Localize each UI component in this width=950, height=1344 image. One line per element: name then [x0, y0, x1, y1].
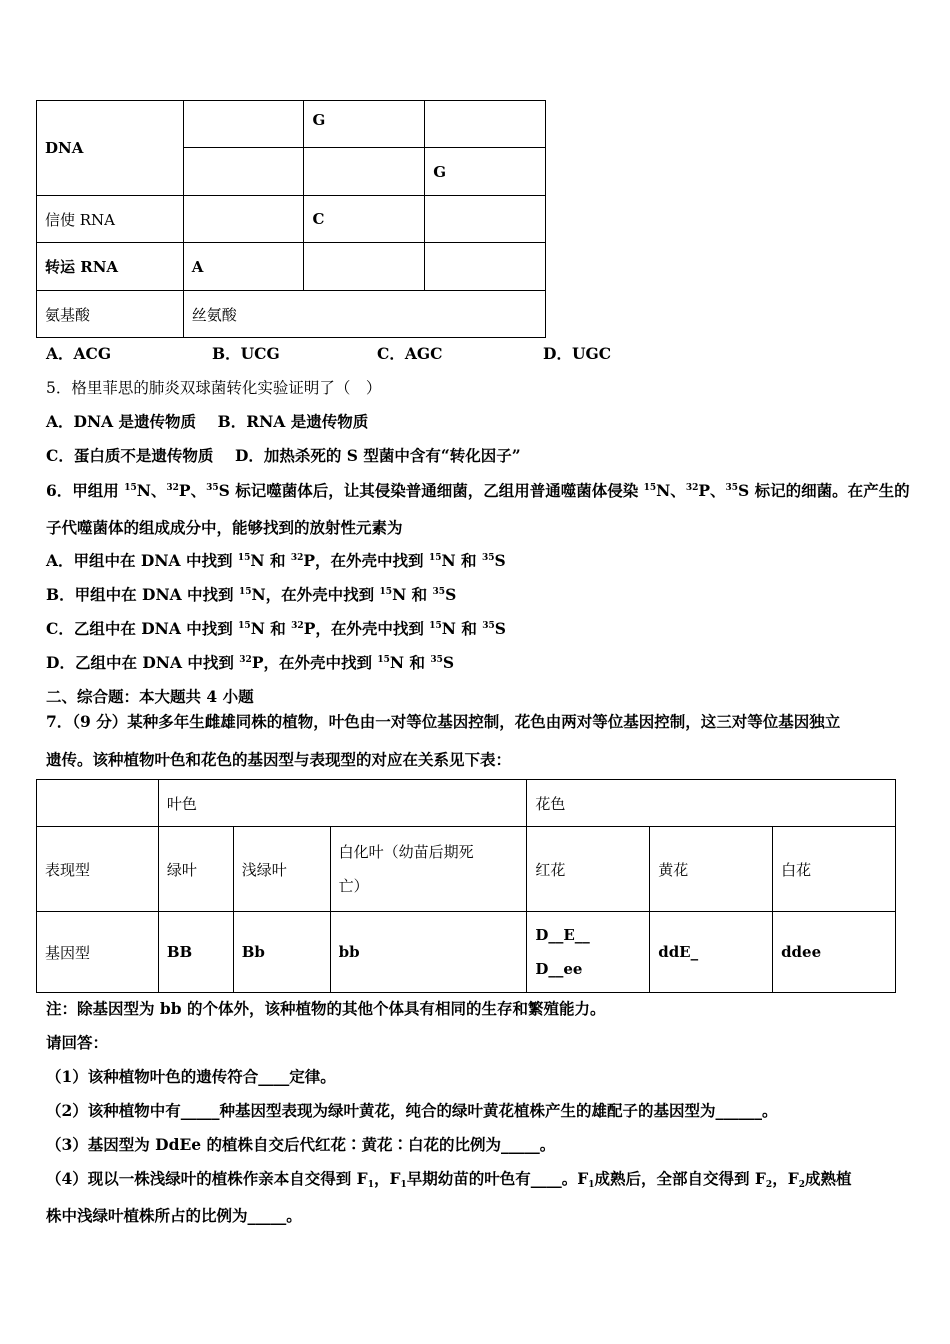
q4-option-c[interactable]: C．AGC: [377, 344, 443, 363]
q6-option-c[interactable]: C．乙组中在 DNA 中找到 $^{15}$N 和 $^{32}$P，在外壳中找到 $^{15}$N 和 $^{35}$S: [46, 619, 506, 638]
phenotype-green: 绿叶: [158, 827, 233, 912]
q6-option-d[interactable]: D．乙组中在 DNA 中找到 $^{32}$P，在外壳中找到 $^{15}$N 和 $^{35}$S: [46, 653, 455, 672]
q7-please-answer: 请回答：: [46, 1033, 109, 1052]
q7-stem-line1: 7．（9 分）某种多年生雌雄同株的植物，叶色由一对等位基因控制，花色由两对等位基因控制，这三对等位基因独立: [46, 712, 841, 731]
phenotype-light-green: 浅绿叶: [233, 827, 330, 912]
genotype-yellow: ddE_: [650, 912, 773, 993]
genotype-table: [36, 779, 896, 993]
q6-stem-line1: 6．甲组用 $^{15}$N、$^{32}$P、$^{35}$S 标记噬菌体后，让其侵染普通细菌，乙组用普通噬菌体侵染 $^{15}$N、$^{32}$P、$^{35}$S 标记的细菌。在产生的: [46, 481, 910, 500]
cell: [183, 196, 304, 243]
cell: [183, 101, 304, 148]
q7-sub3: （3）基因型为 DdEe 的植株自交后代红花∶黄花∶白花的比例为_____。: [46, 1135, 556, 1154]
dna-cell-g1: G: [304, 101, 425, 148]
q7-sub4-line2: 株中浅绿叶植株所占的比例为_____。: [46, 1206, 302, 1225]
phenotype-white: 白花: [773, 827, 896, 912]
q5-option-a[interactable]: A．DNA 是遗传物质: [46, 412, 197, 431]
phenotype-red: 红花: [527, 827, 650, 912]
row-label-dna: DNA: [37, 101, 184, 196]
genotype-red-1: D__E__: [535, 926, 590, 944]
cell: [304, 243, 425, 291]
q5-stem: 5．格里菲思的肺炎双球菌转化实验证明了（ ）: [46, 379, 382, 397]
genotype-red-2: D__ee: [535, 960, 583, 978]
mrna-cell-c: C: [304, 196, 425, 243]
albino-line1: 白化叶（幼苗后期死: [338, 843, 474, 861]
dna-cell-g2: G: [425, 148, 546, 196]
header-leaf-color: 叶色: [158, 780, 527, 827]
cell: [37, 780, 159, 827]
q5-options-ab: [46, 410, 368, 432]
q4-option-a[interactable]: A．ACG: [46, 344, 112, 363]
cell: [425, 196, 546, 243]
codon-table: [36, 100, 546, 338]
row-label-trna: 转运 RNA: [37, 243, 184, 291]
row-label-phenotype: 表现型: [37, 827, 159, 912]
q5-options-cd: [46, 444, 521, 466]
genotype-Bb: Bb: [233, 912, 330, 993]
header-flower-color: 花色: [527, 780, 896, 827]
q6-stem-line2: 子代噬菌体的组成成分中，能够找到的放射性元素为: [46, 518, 403, 537]
cell: [304, 148, 425, 196]
section-heading: 二、综合题：本大题共 4 小题: [46, 687, 254, 706]
phenotype-yellow: 黄花: [650, 827, 773, 912]
genotype-BB: BB: [158, 912, 233, 993]
row-label-genotype: 基因型: [37, 912, 159, 993]
q7-sub4-line1: （4）现以一株浅绿叶的植株作亲本自交得到 $F_1$，$F_1$早期幼苗的叶色有____。$F_1$成熟后，全部自交得到 $F_2$，$F_2$成熟植: [46, 1169, 852, 1190]
q4-option-b[interactable]: B．UCG: [212, 344, 280, 363]
cell: [425, 243, 546, 291]
genotype-red: [527, 912, 650, 993]
phenotype-albino: [330, 827, 527, 912]
q5-option-b[interactable]: B．RNA 是遗传物质: [217, 412, 369, 431]
q7-stem-line2: 遗传。该种植物叶色和花色的基因型与表现型的对应在关系见下表：: [46, 750, 512, 769]
genotype-bb: bb: [330, 912, 527, 993]
cell: [183, 148, 304, 196]
genotype-white: ddee: [773, 912, 896, 993]
q7-sub2: （2）该种植物中有_____种基因型表现为绿叶黄花，纯合的绿叶黄花植株产生的雄配子的基因型为______。: [46, 1101, 778, 1120]
q5-option-c[interactable]: C．蛋白质不是遗传物质: [46, 446, 214, 465]
mrna-label: 信使 RNA: [45, 210, 116, 229]
q7-note: 注：除基因型为 bb 的个体外，该种植物的其他个体具有相同的生存和繁殖能力。: [46, 999, 606, 1018]
albino-line2: 亡）: [338, 877, 369, 895]
aa-value: 丝氨酸: [183, 291, 545, 338]
q6-option-a[interactable]: A．甲组中在 DNA 中找到 $^{15}$N 和 $^{32}$P，在外壳中找到 $^{15}$N 和 $^{35}$S: [46, 551, 506, 570]
q6-option-b[interactable]: B．甲组中在 DNA 中找到 $^{15}$N，在外壳中找到 $^{15}$N 和 $^{35}$S: [46, 585, 457, 604]
row-label-mrna: [37, 196, 184, 243]
cell: [425, 101, 546, 148]
trna-cell-a: A: [183, 243, 304, 291]
q7-sub1: （1）该种植物叶色的遗传符合____定律。: [46, 1067, 336, 1086]
q4-option-d[interactable]: D．UGC: [543, 344, 612, 363]
q5-option-d[interactable]: D．加热杀死的 S 型菌中含有“转化因子”: [234, 446, 521, 465]
row-label-aa: 氨基酸: [37, 291, 184, 338]
